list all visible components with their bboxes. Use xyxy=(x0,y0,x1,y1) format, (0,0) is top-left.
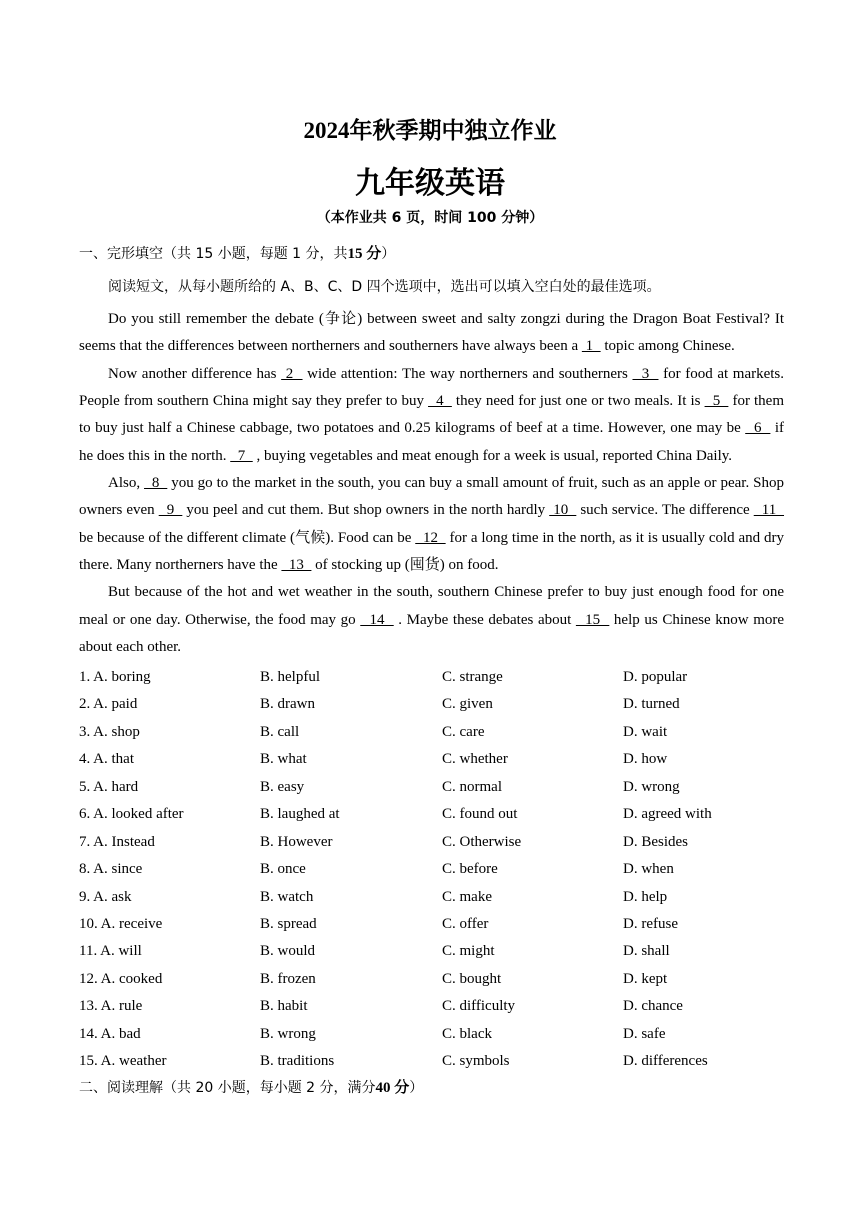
option-d: D. when xyxy=(623,861,674,878)
blank: 14 xyxy=(360,611,394,628)
question-row xyxy=(79,993,799,1020)
option-c: C. might xyxy=(442,943,495,960)
option-c: C. black xyxy=(442,1025,492,1042)
option-d: D. kept xyxy=(623,970,668,987)
blank: 1 xyxy=(581,338,601,355)
question-row xyxy=(79,664,799,691)
question-row xyxy=(79,938,799,965)
option-b: B. what xyxy=(260,751,307,768)
option-c: C. bought xyxy=(442,970,502,987)
question-row xyxy=(79,1021,799,1048)
blank: 3 xyxy=(632,365,659,382)
option-b: B. spread xyxy=(260,915,317,932)
blank: 15 xyxy=(575,611,610,628)
option-b: B. call xyxy=(260,723,300,740)
option-a: 6. A. looked after xyxy=(79,806,184,823)
option-a: 10. A. receive xyxy=(79,915,163,932)
option-d: D. agreed with xyxy=(623,806,712,823)
option-b: B. helpful xyxy=(260,669,320,685)
option-d: D. safe xyxy=(623,1025,666,1042)
option-c: C. whether xyxy=(442,751,508,768)
option-c: C. normal xyxy=(442,778,502,795)
option-d: D. Besides xyxy=(623,833,688,850)
option-c: C. make xyxy=(442,888,492,905)
option-d: D. wrong xyxy=(623,778,680,795)
option-d: D. turned xyxy=(623,696,680,713)
option-a: 5. A. hard xyxy=(79,778,139,795)
blank: 10 xyxy=(549,502,577,519)
option-a: 1. A. boring xyxy=(79,669,151,685)
option-a: 15. A. weather xyxy=(79,1053,167,1070)
blank: 4 xyxy=(428,393,452,410)
option-d: D. differences xyxy=(623,1053,708,1070)
question-row xyxy=(79,966,799,993)
question-row xyxy=(79,911,799,938)
subject-title: 九年级英语 xyxy=(355,166,505,201)
section-2-heading: 二、阅读理解（共 20 小题，每小题 2 分，满分40 分） xyxy=(79,1080,424,1096)
option-c: C. offer xyxy=(442,915,489,932)
option-b: B. laughed at xyxy=(260,806,340,823)
option-b: B. drawn xyxy=(260,696,315,713)
option-d: D. chance xyxy=(623,998,683,1015)
blank: 5 xyxy=(704,393,729,410)
question-row xyxy=(79,774,799,801)
option-b: B. traditions xyxy=(260,1053,335,1070)
blank: 6 xyxy=(745,420,771,437)
option-a: 13. A. rule xyxy=(79,998,143,1015)
option-c: C. given xyxy=(442,696,493,713)
blank: 12 xyxy=(415,529,446,546)
blank: 9 xyxy=(158,502,183,519)
passage-paragraph: Now another difference has 2 wide attention: The way northerners and southerners 3 for food at markets. People from southern China might say they prefer to buy 4 they need for just one or two meals. It is 5 for them to buy just half a Chinese cabbage, two potatoes and 0.25 kilograms of beef at a time. However, one may be 6 if he does this in the north. 7 , buying vegetables and meat enough for a week is usual, reported China Daily. xyxy=(79,365,785,464)
section-1-instruction: 阅读短文，从每小题所给的 A、B、C、D 四个选项中，选出可以填入空白处的最佳选项。 xyxy=(108,279,661,295)
option-d: D. help xyxy=(623,888,668,905)
option-b: B. once xyxy=(260,861,306,878)
question-row xyxy=(79,829,799,856)
cloze-passage xyxy=(79,306,784,661)
option-a: 11. A. will xyxy=(79,943,142,960)
blank: 7 xyxy=(230,447,253,464)
option-c: C. care xyxy=(442,723,485,740)
option-c: C. strange xyxy=(442,669,503,685)
option-d: D. how xyxy=(623,751,668,768)
option-a: 12. A. cooked xyxy=(79,970,163,987)
passage-paragraph: Do you still remember the debate (争论) between sweet and salty zongzi during the Dragon Boat Festival? It seems that the differences between northerners and southerners have always been a 1 topic among Chinese. xyxy=(79,311,784,355)
question-row xyxy=(79,719,799,746)
option-a: 7. A. Instead xyxy=(79,833,155,850)
question-row xyxy=(79,801,799,828)
option-d: D. wait xyxy=(623,723,668,740)
section-1-heading: 一、完形填空（共 15 小题，每题 1 分，共15 分） xyxy=(79,246,396,262)
blank: 2 xyxy=(281,365,303,382)
option-d: D. popular xyxy=(623,669,688,685)
blank: 11 xyxy=(753,502,785,519)
blank: 13 xyxy=(281,557,312,574)
option-d: D. refuse xyxy=(623,915,678,932)
exam-note: （本作业共 6 页，时间 100 分钟） xyxy=(316,210,544,226)
option-b: B. would xyxy=(260,943,316,960)
question-row xyxy=(79,884,799,911)
option-c: C. symbols xyxy=(442,1053,510,1070)
option-a: 3. A. shop xyxy=(79,723,140,740)
question-row xyxy=(79,856,799,883)
option-b: B. frozen xyxy=(260,970,316,987)
question-row xyxy=(79,746,799,773)
option-c: C. Otherwise xyxy=(442,833,522,850)
options-table xyxy=(79,664,799,1076)
exam-title: 2024年秋季期中独立作业 xyxy=(303,118,557,143)
option-b: B. watch xyxy=(260,888,314,905)
passage-paragraph: Also, 8 you go to the market in the south, you can buy a small amount of fruit, such as an apple or pear. Shop owners even 9 you peel and cut them. But shop owners in the north hardly 10 such service. The difference 11 be because of the different climate (气候). Food can be 12 for a long time in the north, as it is usually cold and dry there. Many northerners have the 13 of stocking up (囤货) on food. xyxy=(79,475,785,574)
option-a: 14. A. bad xyxy=(79,1025,141,1042)
option-b: B. However xyxy=(260,833,333,850)
option-a: 4. A. that xyxy=(79,751,134,768)
option-b: B. wrong xyxy=(260,1025,316,1042)
question-row xyxy=(79,1048,799,1075)
option-c: C. before xyxy=(442,861,498,878)
option-c: C. difficulty xyxy=(442,998,516,1015)
option-b: B. easy xyxy=(260,778,305,795)
option-a: 2. A. paid xyxy=(79,696,138,713)
passage-paragraph: But because of the hot and wet weather in the south, southern Chinese prefer to buy just enough food for one meal or one day. Otherwise, the food may go 14 . Maybe these debates about 15 help us Chinese know more about each other. xyxy=(79,584,785,656)
blank: 8 xyxy=(144,475,168,492)
option-a: 8. A. since xyxy=(79,861,143,878)
question-row xyxy=(79,691,799,718)
option-c: C. found out xyxy=(442,806,518,823)
option-d: D. shall xyxy=(623,943,670,960)
option-a: 9. A. ask xyxy=(79,888,132,905)
option-b: B. habit xyxy=(260,998,308,1015)
